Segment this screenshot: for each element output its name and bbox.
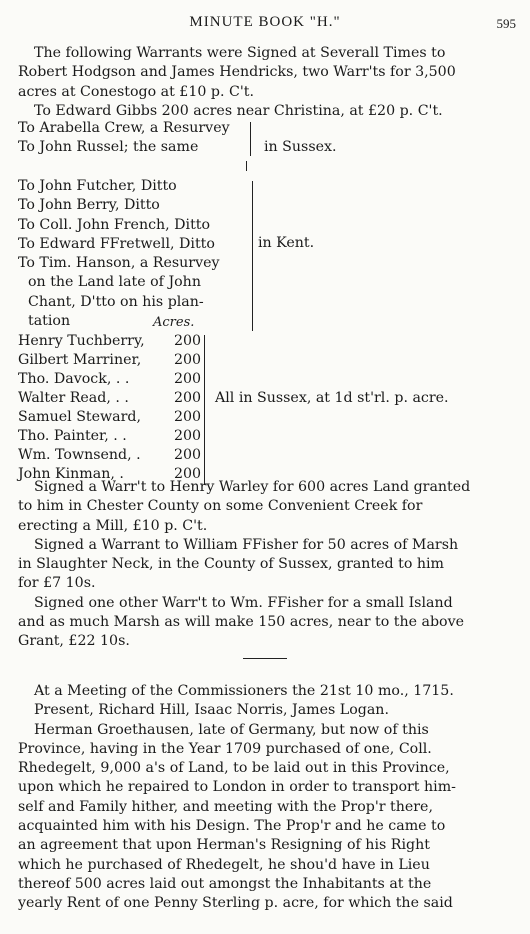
- table-cell-name: Walter Read, . .: [18, 390, 129, 406]
- warrants-continued: [18, 478, 513, 652]
- text-line: self and Family hither, and meeting with the Prop'r there,: [18, 798, 433, 815]
- table-cell-name: Tho. Davock, . .: [18, 371, 130, 387]
- text-line: Herman Groethausen, late of Germany, but now of this: [34, 721, 429, 738]
- list-item: To John Futcher, Ditto: [18, 178, 177, 194]
- table-cell-acres: 200: [174, 352, 202, 368]
- list-item: To John Berry, Ditto: [18, 197, 160, 214]
- list-item: on the Land late of John: [28, 274, 201, 291]
- text-line: upon which he repaired to London in order to transport him-: [18, 779, 456, 796]
- text-line: At a Meeting of the Commissioners the 21st 10 mo., 1715.: [34, 683, 454, 699]
- list-item: To Coll. John French, Ditto: [18, 216, 211, 233]
- text-line: an agreement that upon Herman's Resigning of his Right: [18, 837, 430, 854]
- page-header: [0, 14, 530, 34]
- list-item: To Edward FFretwell, Ditto: [18, 235, 215, 252]
- table-cell-acres: 200: [174, 390, 202, 406]
- sussex-label: in Sussex.: [264, 139, 337, 155]
- list-item: To Tim. Hanson, a Resurvey: [18, 255, 220, 272]
- acres-column-header: Acres.: [153, 315, 195, 330]
- text-line: for £7 10s.: [18, 575, 96, 592]
- table-cell-name: John Kinman, .: [18, 466, 124, 482]
- running-title: MINUTE BOOK "H.": [189, 14, 341, 30]
- text-line: Grant, £22 10s.: [18, 633, 130, 650]
- text-line: Province, having in the Year 1709 purchased of one, Coll.: [18, 740, 432, 757]
- sussex-bracket: [250, 122, 251, 156]
- text-line: Rhedegelt, 9,000 a's of Land, to be laid out in this Province,: [18, 760, 450, 777]
- list-item: To Arabella Crew, a Resurvey: [18, 120, 230, 136]
- table-row: [18, 332, 218, 351]
- text-line: which he purchased of Rhedegelt, he shou'd have in Lieu: [18, 856, 430, 873]
- text-line: Signed a Warr't to Henry Warley for 600 acres Land granted: [34, 479, 471, 495]
- acres-label: All in Sussex, at 1d st'rl. p. acre.: [215, 390, 449, 406]
- text-line: Signed a Warrant to William FFisher for 50 acres of Marsh: [34, 536, 459, 553]
- table-row: [18, 351, 218, 370]
- meeting-minutes: [18, 682, 513, 914]
- table-row: [18, 446, 218, 465]
- text-line: and as much Marsh as will make 150 acres, near to the above: [18, 614, 464, 631]
- list-item: Chant, D'tto on his plan-: [28, 293, 204, 310]
- list-item: To John Russel; the same: [18, 139, 199, 156]
- text-line: The following Warrants were Signed at Severall Times to: [34, 45, 446, 61]
- page-number: 595: [496, 16, 516, 31]
- table-row: [18, 427, 218, 446]
- table-row: [18, 389, 218, 408]
- text-line: acres at Conestogo at £10 p. C't.: [18, 83, 254, 100]
- table-cell-acres: 200: [174, 447, 202, 463]
- table-cell-name: Henry Tuchberry,: [18, 333, 145, 349]
- text-line: Signed one other Warr't to Wm. FFisher for a small Island: [34, 594, 453, 611]
- table-row: [18, 370, 218, 389]
- table-cell-name: Tho. Painter, . .: [18, 428, 127, 444]
- table-cell-name: Samuel Steward,: [18, 409, 142, 425]
- text-line: thereof 500 acres laid out amongst the Inhabitants at the: [18, 875, 432, 892]
- kent-label: in Kent.: [258, 235, 315, 251]
- table-cell-name: Wm. Townsend, .: [18, 447, 141, 463]
- kent-bracket: [252, 181, 253, 331]
- text-line: yearly Rent of one Penny Sterling p. acre, for which the said: [18, 895, 453, 912]
- text-line: Robert Hodgson and James Hendricks, two Warr'ts for 3,500: [18, 64, 456, 81]
- table-cell-acres: 200: [174, 333, 202, 349]
- kent-group: [18, 177, 248, 331]
- text-line: Present, Richard Hill, Isaac Norris, James Logan.: [34, 702, 389, 719]
- table-cell-name: Gilbert Marriner,: [18, 352, 142, 368]
- list-item: tation: [28, 313, 71, 330]
- table-cell-acres: 200: [174, 409, 202, 425]
- table-cell-acres: 200: [174, 428, 202, 444]
- sussex-bracket-tail: [246, 161, 247, 171]
- table-row: [18, 408, 218, 427]
- text-line: To Edward Gibbs 200 acres near Christina, at £20 p. C't.: [34, 102, 443, 119]
- text-line: in Slaughter Neck, in the County of Sussex, granted to him: [18, 556, 445, 573]
- text-line: erecting a Mill, £10 p. C't.: [18, 517, 208, 534]
- section-divider: [243, 658, 287, 659]
- acres-bracket: [204, 335, 205, 485]
- text-line: to him in Chester County on some Convenient Creek for: [18, 498, 423, 515]
- table-cell-acres: 200: [174, 371, 202, 387]
- table-cell-acres: 200: [174, 466, 202, 482]
- sussex-group: [18, 119, 248, 158]
- warrants-intro: [18, 44, 513, 121]
- text-line: acquainted him with his Design. The Prop'r and he came to: [18, 818, 446, 835]
